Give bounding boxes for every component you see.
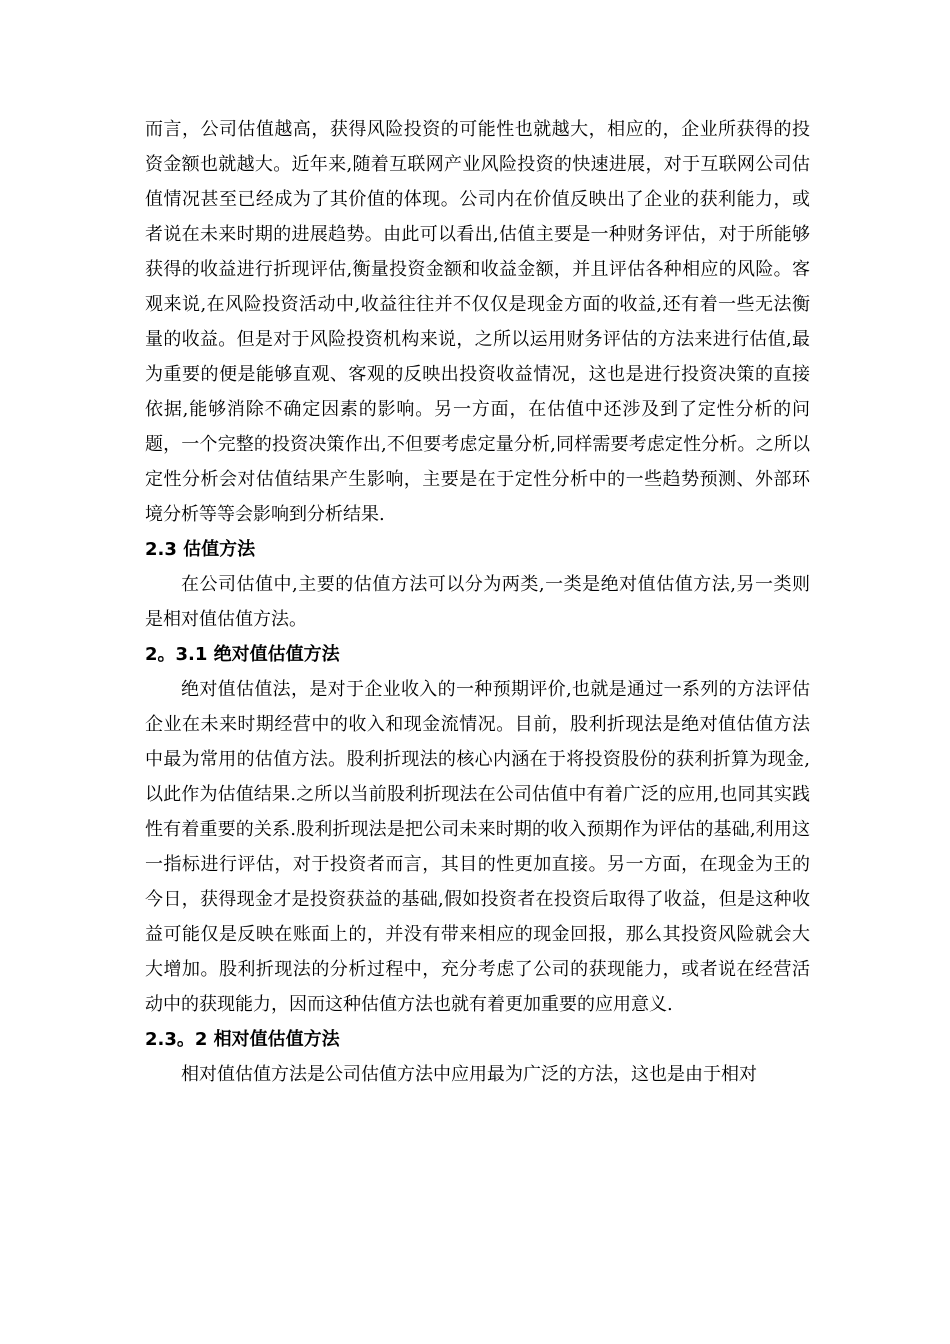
section-heading-2-3-2: 2.3。2 相对值估值方法 [145,1029,340,1050]
section-heading-2-3: 2.3 估值方法 [145,539,256,560]
document-page [145,112,810,1092]
paragraph-relative-valuation: 相对值估值方法是公司估值方法中应用最为广泛的方法，这也是由于相对 [181,1064,757,1085]
section-heading-2-3-1: 2。3.1 绝对值估值方法 [145,644,340,665]
paragraph-valuation-overview: 而言，公司估值越高，获得风险投资的可能性也就越大，相应的，企业所获得的投资金额也就越大。近年来,随着互联网产业风险投资的快速进展，对于互联网公司估值情况甚至已经成为了其价值的体现。公司内在价值反映出了企业的获利能力，或者说在未来时期的进展趋势。由此可以看出,估值主要是一种财务评估，对于所能够获得的收益进行折现评估,衡量投资金额和收益金额，并且评估各种相应的风险。客观来说,在风险投资活动中,收益往往并不仅仅是现金方面的收益,还有着一些无法衡量的收益。但是对于风险投资机构来说，之所以运用财务评估的方法来进行估值,最为重要的便是能够直观、客观的反映出投资收益情况，这也是进行投资决策的直接依据,能够消除不确定因素的影响。另一方面，在估值中还涉及到了定性分析的问题，一个完整的投资决策作出,不但要考虑定量分析,同样需要考虑定性分析。之所以定性分析会对估值结果产生影响，主要是在于定性分析中的一些趋势预测、外部环境分析等等会影响到分析结果. [145,119,810,525]
paragraph-absolute-valuation: 绝对值估值法，是对于企业收入的一种预期评价,也就是通过一系列的方法评估企业在未来时期经营中的收入和现金流情况。目前，股利折现法是绝对值估值方法中最为常用的估值方法。股利折现法的核心内涵在于将投资股份的获利折算为现金,以此作为估值结果.之所以当前股利折现法在公司估值中有着广泛的应用,也同其实践性有着重要的关系.股利折现法是把公司未来时期的收入预期作为评估的基础,利用这一指标进行评估，对于投资者而言，其目的性更加直接。另一方面，在现金为王的今日，获得现金才是投资获益的基础,假如投资者在投资后取得了收益，但是这种收益可能仅是反映在账面上的，并没有带来相应的现金回报，那么其投资风险就会大大增加。股利折现法的分析过程中，充分考虑了公司的获现能力，或者说在经营活动中的获现能力，因而这种估值方法也就有着更加重要的应用意义. [145,679,810,1015]
paragraph-valuation-methods-intro: 在公司估值中,主要的估值方法可以分为两类,一类是绝对值估值方法,另一类则是相对值估值方法。 [145,574,810,630]
